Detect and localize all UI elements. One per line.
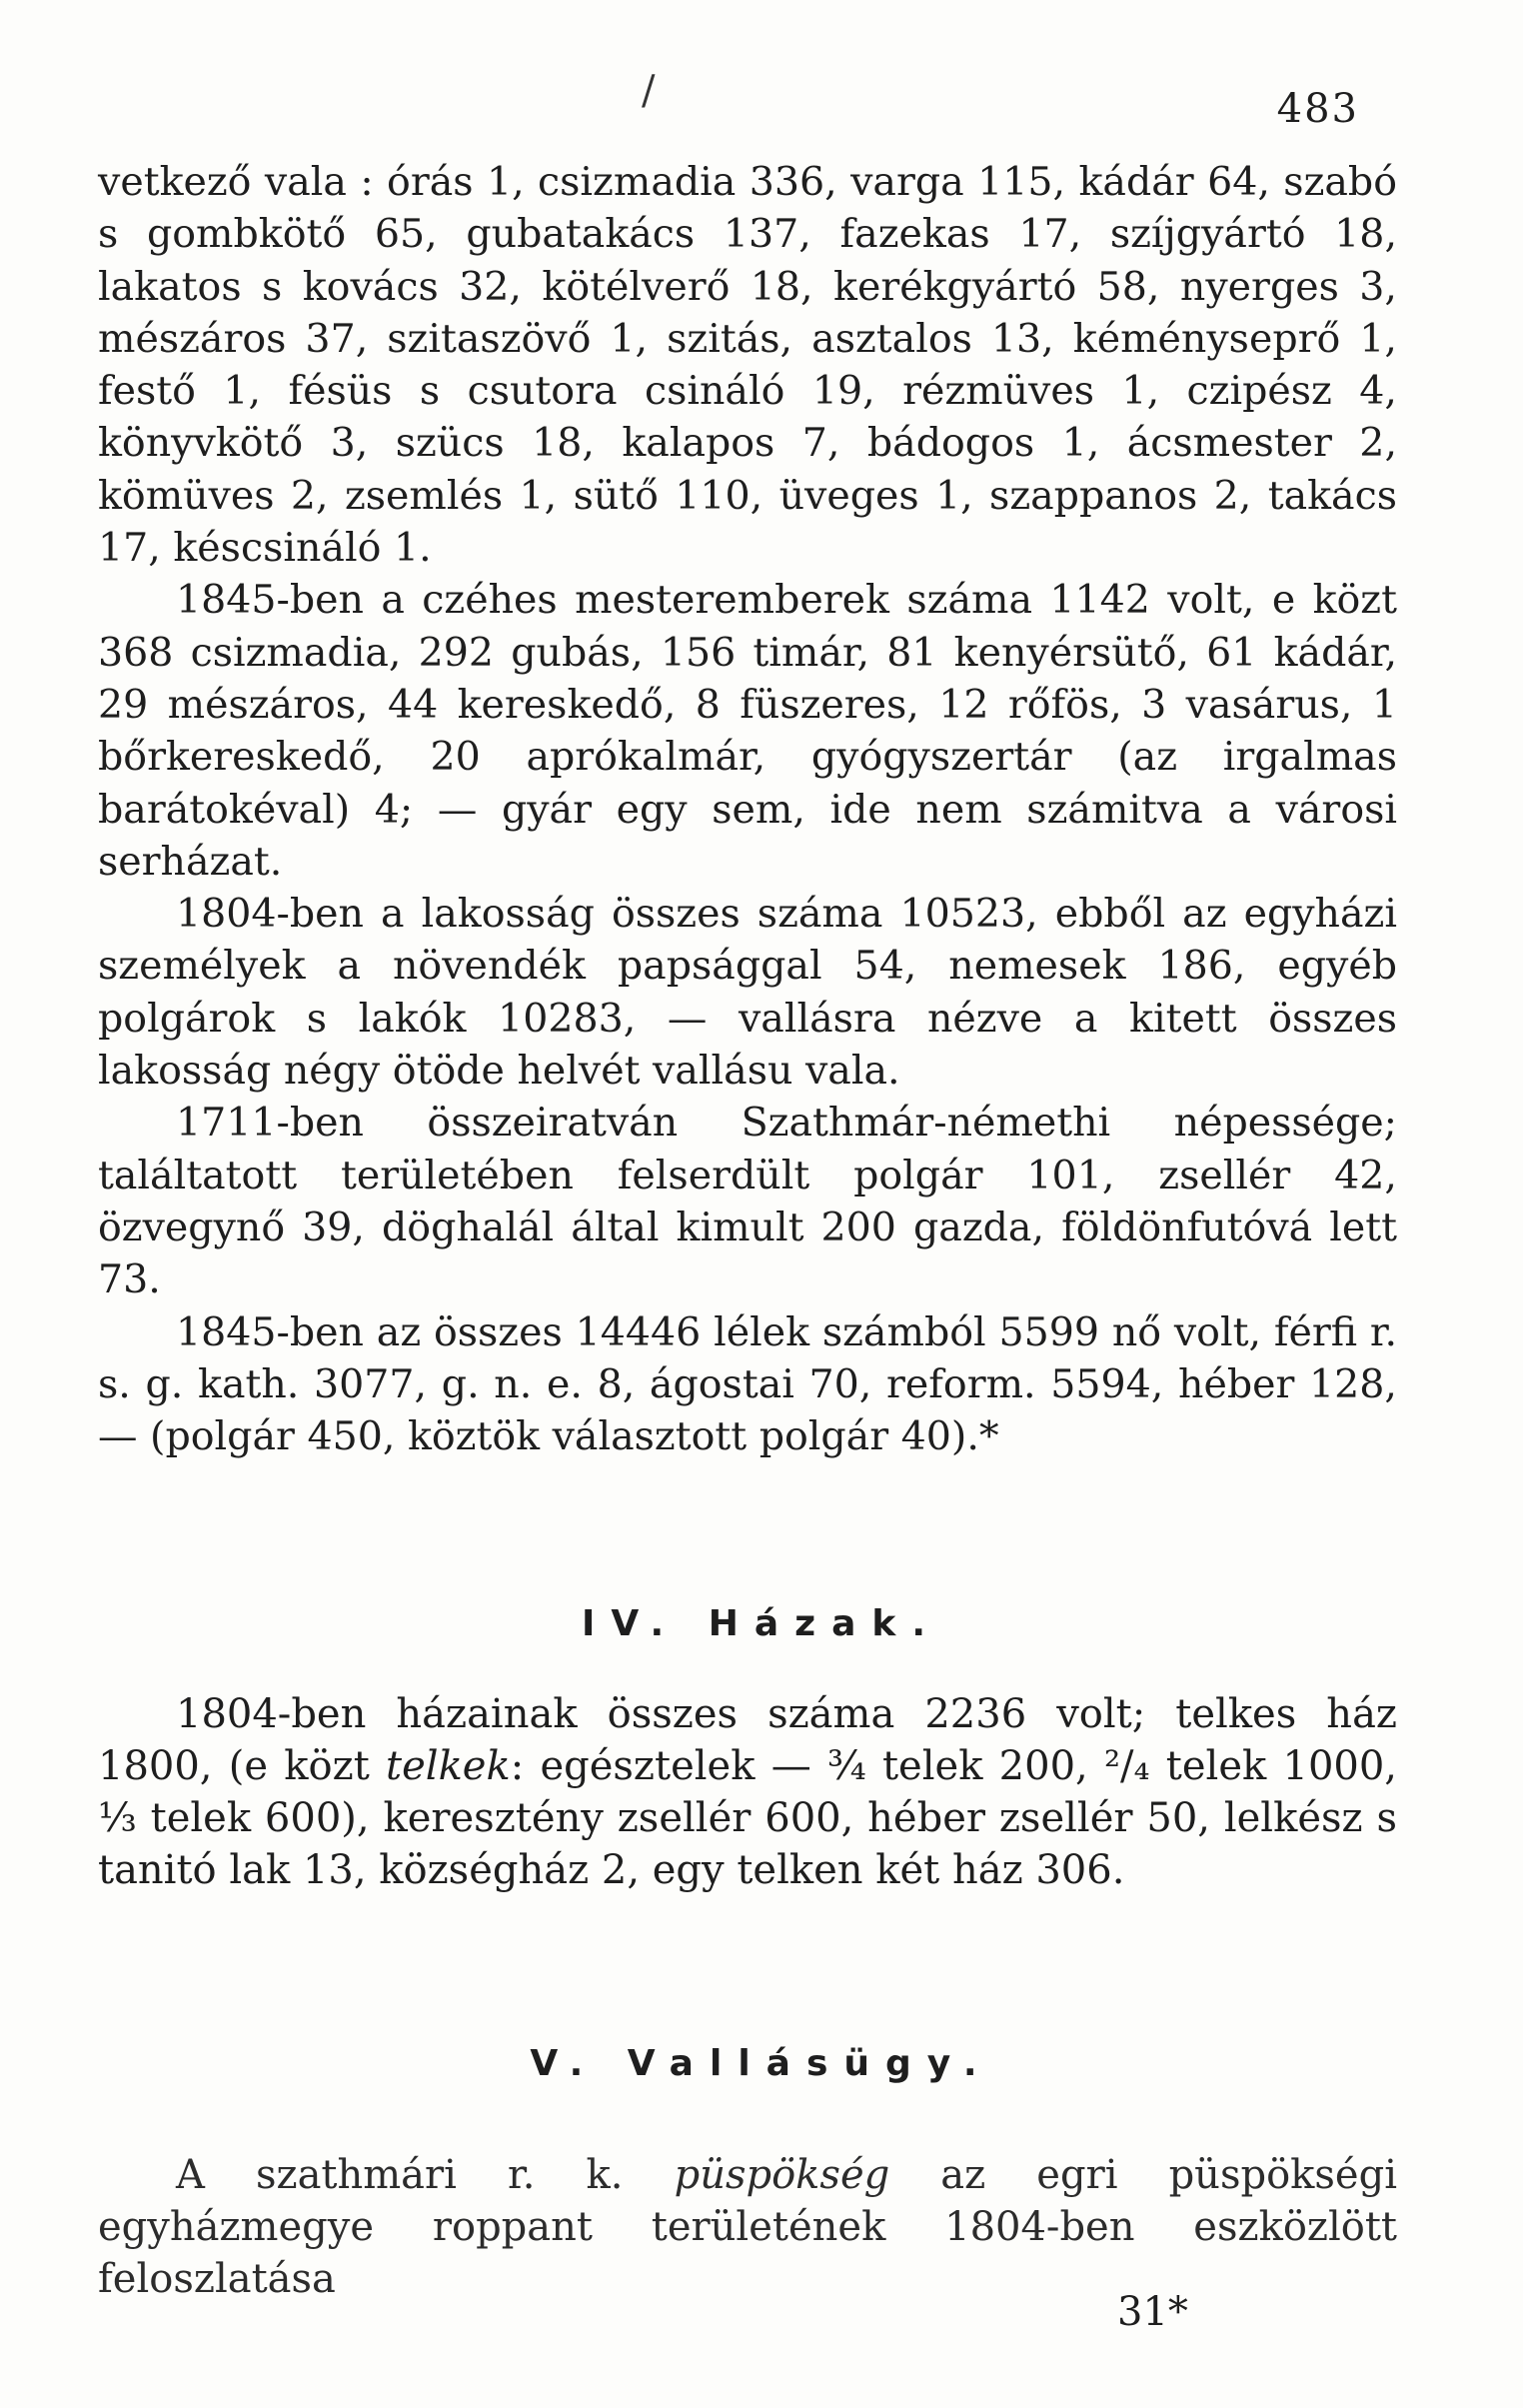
houses-text-end: : egésztelek — ¾ telek 200, ²/₄ telek 1000, ⅓ telek 600), keresztény zsellér 600, héber zsellér 50, lelkész s tanitó lak 13, községház 2, egy telken két ház 306. bbox=[98, 1743, 1398, 1893]
paragraph-1711-census: 1711-ben összeiratván Szathmár-némethi népessége; találtatott területében felserdült polgár 101, zsellér 42, özvegynő 39, döghalál által kimult 200 gazda, földönfutóvá lett 73. bbox=[98, 1100, 1397, 1303]
signature-mark: 31* bbox=[1117, 2289, 1188, 2335]
section-3-tail bbox=[98, 156, 1397, 1462]
paragraph-1804-population: 1804-ben a lakosság összes száma 10523, ebből az egyházi személyek a növendék papsággal 54, nemesek 186, egyéb polgárok s lakók 10283, — vallásra nézve a kitett összes lakosság négy ötöde helvét vallásu vala. bbox=[98, 891, 1397, 1095]
paragraph-1845-religion: 1845-ben az összes 14446 lélek számból 5599 nő volt, férfi r. s. g. kath. 3077, g. n. e. 8, ágostai 70, reform. 5594, héber 128, — (polgár 450, köztök választott polgár 40).* bbox=[98, 1308, 1397, 1460]
paragraph-trades: vetkező vala : órás 1, csizmadia 336, varga 115, kádár 64, szabó s gombkötő 65, gubatakács 137, fazekas 17, szíjgyártó 18, lakatos s kovács 32, kötélverő 18, kerékgyártó 58, nyerges 3, mészáros 37, szitaszövő 1, szitás, asztalos 13, kéményseprő 1, festő 1, fésüs s csutora csináló 19, rézmüves 1, czipész 4, könyvkötő 3, szücs 18, kalapos 7, bádogos 1, ácsmester 2, kömüves 2, zsemlés 1, sütő 110, üveges 1, szappanos 2, takács 17, késcsináló 1. bbox=[98, 159, 1397, 572]
paragraph-1845-guilds: 1845-ben a czéhes mesteremberek száma 1142 volt, e közt 368 csizmadia, 292 gubás, 156 timár, 81 kenyérsütő, 61 kádár, 29 mészáros, 44 kereskedő, 8 füszeres, 12 rőfös, 3 vasárus, 1 bőrkereskedő, 20 aprókalmár, gyógyszertár (az irgalmas barátokéval) 4; — gyár egy sem, ide nem számitva a városi serházat. bbox=[98, 577, 1397, 885]
bishopric-text-end: az egri püspökségi egyházmegye roppant területének 1804-ben eszközlött feloszlatása bbox=[98, 2152, 1397, 2302]
houses-text-start: 1804-ben házainak összes száma 2236 volt; telkes ház 1800, (e közt bbox=[98, 1691, 1397, 1789]
section-heading-houses: IV. Házak. bbox=[581, 1603, 942, 1644]
bishopric-text-start: A szathmári r. k. bbox=[176, 2152, 675, 2198]
section-4-body bbox=[98, 1688, 1397, 1896]
paragraph-bishopric bbox=[98, 2149, 1397, 2305]
page-number: 483 bbox=[1276, 86, 1359, 132]
section-5-body bbox=[98, 2149, 1397, 2305]
ink-mark: / bbox=[642, 68, 656, 114]
section-heading-religion: V. Vallásügy. bbox=[530, 2043, 993, 2084]
bishopric-italic-term: püspökség bbox=[674, 2152, 890, 2198]
houses-italic-term: telkek bbox=[386, 1743, 511, 1789]
paragraph-houses bbox=[98, 1688, 1397, 1896]
